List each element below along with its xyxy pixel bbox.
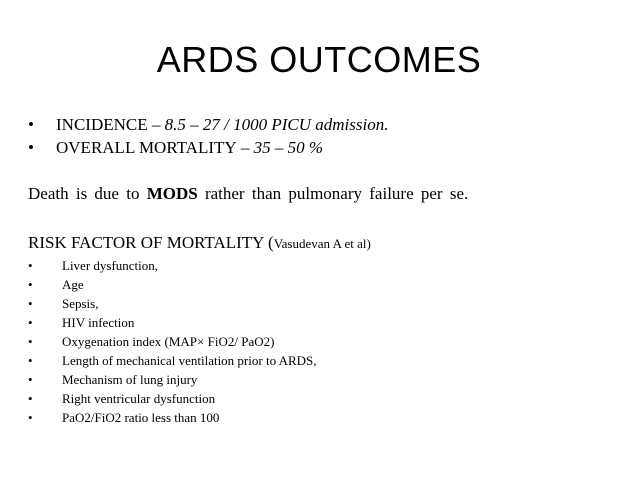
risk-factor-list xyxy=(28,256,317,427)
risk-item-text: PaO2/FiO2 ratio less than 100 xyxy=(62,410,220,425)
bullet-icon: • xyxy=(28,372,33,387)
list-item xyxy=(28,275,317,294)
list-item xyxy=(28,370,317,389)
bullet-icon: • xyxy=(28,353,33,368)
bullet-icon: • xyxy=(28,258,33,273)
list-item xyxy=(28,351,317,370)
incidence-label: INCIDENCE xyxy=(56,115,148,134)
risk-item-text: Liver dysfunction, xyxy=(62,258,159,273)
mortality-label: OVERALL MORTALITY xyxy=(56,138,237,157)
list-item xyxy=(28,408,317,427)
list-item xyxy=(28,313,317,332)
bullet-icon: • xyxy=(28,115,34,134)
risk-item-text: HIV infection xyxy=(62,315,135,330)
risk-item-text: Length of mechanical ventilation prior to ARDS, xyxy=(62,353,317,368)
statistics-list xyxy=(28,113,388,159)
risk-item-text: Right ventricular dysfunction xyxy=(62,391,216,406)
bullet-icon: • xyxy=(28,296,33,311)
death-text-after: rather than pulmonary failure per se. xyxy=(197,184,469,203)
risk-heading-text: RISK FACTOR OF MORTALITY ( xyxy=(28,233,274,252)
bullet-icon: • xyxy=(28,277,33,292)
bullet-icon: • xyxy=(28,391,33,406)
risk-item-text: Sepsis, xyxy=(62,296,99,311)
list-item xyxy=(28,294,317,313)
incidence-value: – 8.5 – 27 / 1000 PICU admission. xyxy=(147,115,389,134)
bullet-icon: • xyxy=(28,334,33,349)
mortality-value: – 35 – 50 % xyxy=(236,138,324,157)
bullet-icon: • xyxy=(28,410,33,425)
risk-item-text: Mechanism of lung injury xyxy=(62,372,198,387)
risk-citation: Vasudevan A et al) xyxy=(273,236,371,251)
death-text-emphasis: MODS xyxy=(146,184,198,203)
risk-item-text: Age xyxy=(62,277,84,292)
risk-item-text: Oxygenation index (MAP× FiO2/ PaO2) xyxy=(62,334,275,349)
death-text-before: Death is due to xyxy=(28,184,147,203)
bullet-icon: • xyxy=(28,315,33,330)
list-item xyxy=(28,389,317,408)
list-item xyxy=(28,113,388,136)
slide-title: ARDS OUTCOMES xyxy=(156,39,482,80)
death-cause-text xyxy=(28,182,468,205)
list-item xyxy=(28,136,388,159)
risk-factor-heading xyxy=(28,231,371,255)
list-item xyxy=(28,256,317,275)
bullet-icon: • xyxy=(28,138,34,157)
list-item xyxy=(28,332,317,351)
